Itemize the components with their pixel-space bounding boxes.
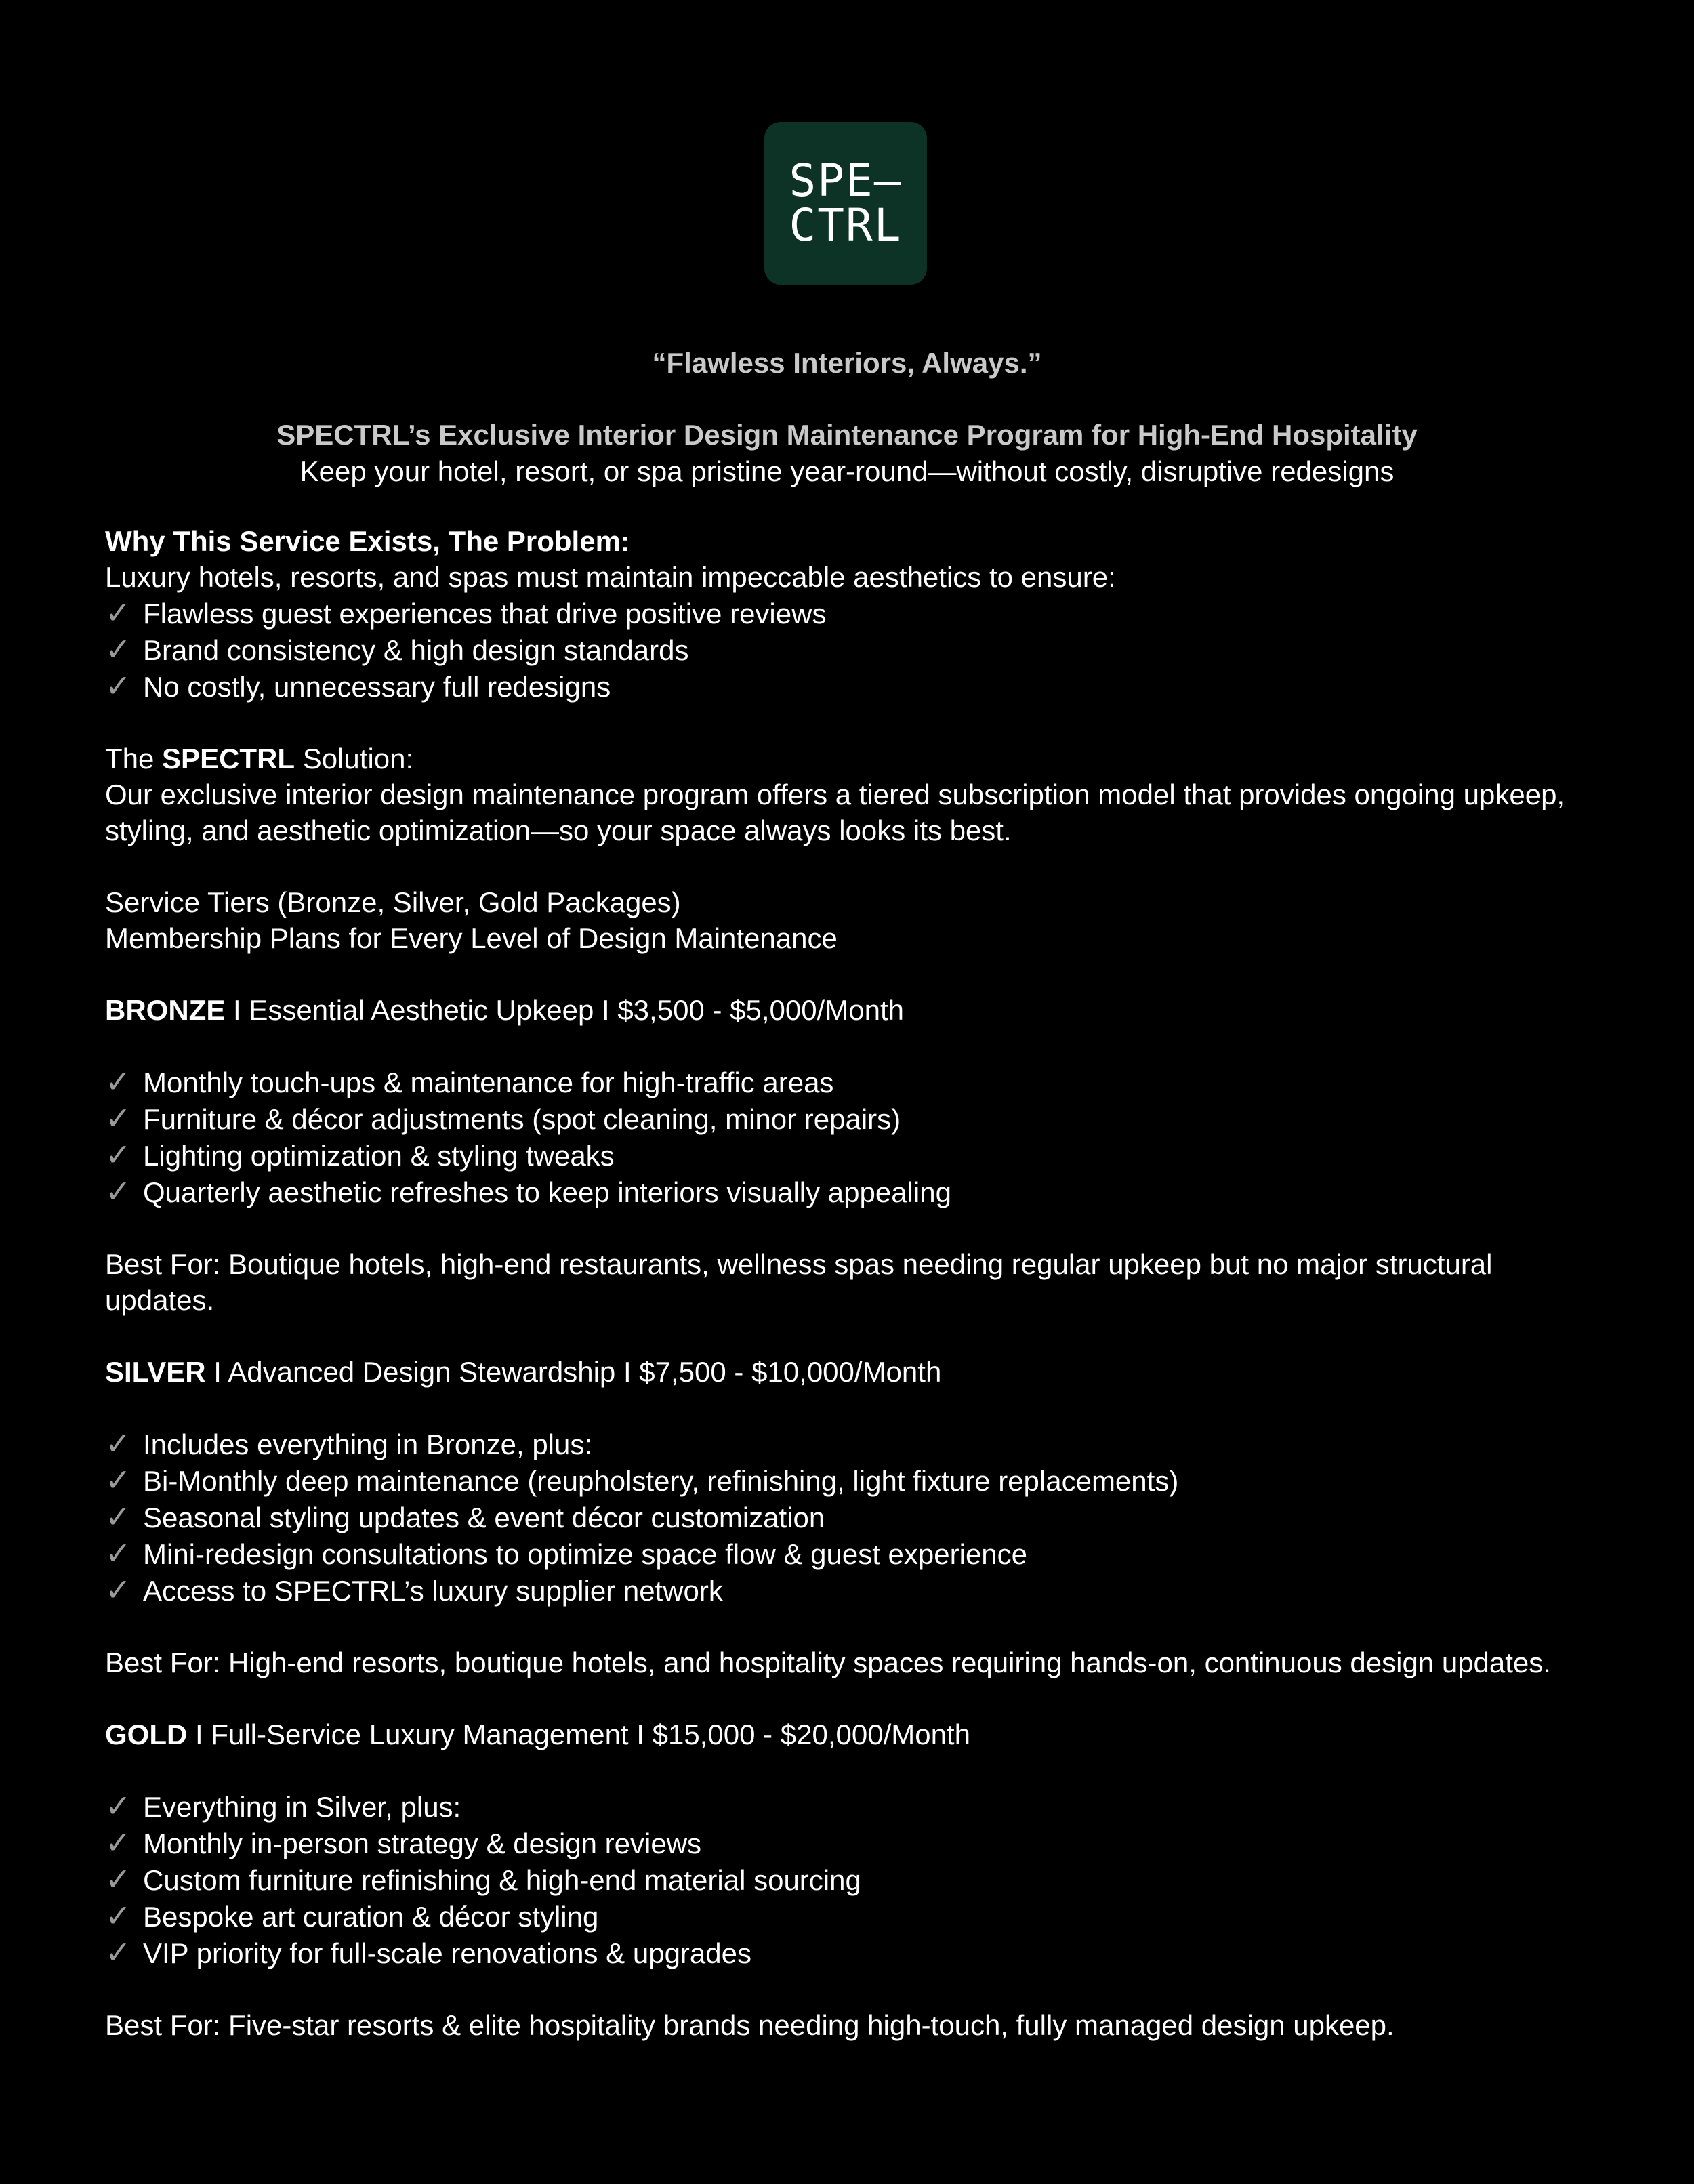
check-icon: ✓ — [105, 1572, 131, 1607]
tier-bullet-text: Monthly touch-ups & maintenance for high-traffic areas — [143, 1067, 834, 1098]
tier-bullet-text: Mini-redesign consultations to optimize space flow & guest experience — [143, 1538, 1028, 1570]
check-list-item — [105, 1499, 1603, 1536]
problem-bullet-text: Flawless guest experiences that drive positive reviews — [143, 598, 827, 630]
check-icon: ✓ — [105, 1788, 131, 1824]
solution-brand: SPECTRL — [162, 743, 295, 775]
check-list-item — [105, 1788, 1603, 1825]
tier-name: SILVER — [105, 1356, 206, 1388]
solution-prefix: The — [105, 743, 163, 775]
check-list-item — [105, 1100, 1603, 1137]
check-icon: ✓ — [105, 1898, 131, 1933]
tier-bullet-text: Lighting optimization & styling tweaks — [143, 1140, 615, 1172]
check-list-item — [105, 1898, 1603, 1935]
tier-description: I Full-Service Luxury Management I $15,000 - $20,000/Month — [187, 1718, 970, 1750]
subheadline: Keep your hotel, resort, or spa pristine year-round—without costly, disruptive redesigns — [299, 455, 1395, 487]
tier-bullet-text: Furniture & décor adjustments (spot cleaning, minor repairs) — [143, 1103, 901, 1135]
tier-bullet-text: Seasonal styling updates & event décor customization — [143, 1502, 825, 1533]
check-icon: ✓ — [105, 1174, 131, 1209]
check-icon: ✓ — [105, 668, 131, 703]
check-list-item — [105, 1825, 1603, 1861]
tagline: “Flawless Interiors, Always.” — [652, 347, 1042, 379]
check-list-item — [105, 632, 1603, 668]
check-icon: ✓ — [105, 1462, 131, 1498]
logo-text-line-2: CTRL — [789, 199, 903, 251]
tier-bullet-text: Custom furniture refinishing & high-end material sourcing — [143, 1864, 861, 1896]
check-list-item — [105, 1064, 1603, 1100]
check-icon: ✓ — [105, 1100, 131, 1136]
check-list-item — [105, 595, 1603, 632]
check-list-item — [105, 1426, 1603, 1462]
check-icon: ✓ — [105, 1137, 131, 1172]
tier-best-for-bronze: Best For: Boutique hotels, high-end restaurants, wellness spas needing regular upkeep but no major structural updates. — [105, 1248, 1493, 1316]
tiers-intro-line-1: Service Tiers (Bronze, Silver, Gold Packages) — [105, 886, 681, 918]
tier-name: BRONZE — [105, 994, 226, 1026]
tier-bullet-text: Quarterly aesthetic refreshes to keep interiors visually appealing — [143, 1176, 951, 1208]
check-list-item — [105, 668, 1603, 705]
tier-heading-bronze — [105, 992, 1603, 1028]
check-icon: ✓ — [105, 1426, 131, 1461]
problem-intro: Luxury hotels, resorts, and spas must maintain impeccable aesthetics to ensure: — [105, 561, 1116, 593]
check-list-item — [105, 1861, 1603, 1898]
check-icon: ✓ — [105, 1064, 131, 1099]
check-icon: ✓ — [105, 1825, 131, 1860]
tier-description: I Advanced Design Stewardship I $7,500 - $10,000/Month — [205, 1356, 942, 1388]
check-list-item — [105, 1462, 1603, 1499]
tier-bullet-text: Includes everything in Bronze, plus: — [143, 1428, 593, 1460]
tier-bullet-text: Bespoke art curation & décor styling — [143, 1901, 599, 1933]
check-icon: ✓ — [105, 1536, 131, 1571]
tier-bullet-text: VIP priority for full-scale renovations & upgrades — [143, 1937, 751, 1969]
tier-best-for-silver: Best For: High-end resorts, boutique hotels, and hospitality spaces requiring hands-on, continuous design updates. — [105, 1647, 1551, 1678]
tier-bullet-text: Bi-Monthly deep maintenance (reupholstery, refinishing, light fixture replacements) — [143, 1465, 1179, 1497]
check-list-item — [105, 1935, 1603, 1971]
spectrl-logo — [764, 122, 927, 285]
check-list-item — [105, 1536, 1603, 1572]
tier-bullet-text: Everything in Silver, plus: — [143, 1791, 461, 1823]
solution-suffix: Solution: — [295, 743, 414, 775]
check-icon: ✓ — [105, 1935, 131, 1970]
problem-bullet-text: No costly, unnecessary full redesigns — [143, 671, 611, 703]
problem-heading: Why This Service Exists, The Problem: — [105, 525, 630, 557]
solution-heading — [105, 741, 1603, 777]
check-icon: ✓ — [105, 1861, 131, 1897]
check-list-item — [105, 1137, 1603, 1174]
tier-heading-gold — [105, 1716, 1603, 1752]
tier-name: GOLD — [105, 1718, 188, 1750]
solution-body: Our exclusive interior design maintenance program offers a tiered subscription model that provides ongoing upkeep, styling, and aesthetic optimization—so your space always looks its best. — [105, 779, 1565, 846]
tier-heading-silver — [105, 1354, 1603, 1390]
tier-bullet-text: Access to SPECTRL’s luxury supplier network — [143, 1575, 723, 1607]
document-body — [105, 523, 1603, 2043]
check-icon: ✓ — [105, 595, 131, 630]
check-list-item — [105, 1572, 1603, 1609]
logo-text-line-1: SPE– — [789, 154, 903, 207]
tiers-intro-line-2: Membership Plans for Every Level of Design Maintenance — [105, 922, 838, 954]
check-list-item — [105, 1174, 1603, 1210]
check-icon: ✓ — [105, 632, 131, 667]
tier-best-for-gold: Best For: Five-star resorts & elite hospitality brands needing high-touch, fully managed design upkeep. — [105, 2009, 1395, 2041]
headline: SPECTRL’s Exclusive Interior Design Maintenance Program for High-End Hospitality — [276, 419, 1418, 451]
check-icon: ✓ — [105, 1499, 131, 1534]
problem-bullet-text: Brand consistency & high design standards — [143, 634, 689, 666]
tier-bullet-text: Monthly in-person strategy & design reviews — [143, 1828, 702, 1859]
tier-description: I Essential Aesthetic Upkeep I $3,500 - $5,000/Month — [225, 994, 904, 1026]
